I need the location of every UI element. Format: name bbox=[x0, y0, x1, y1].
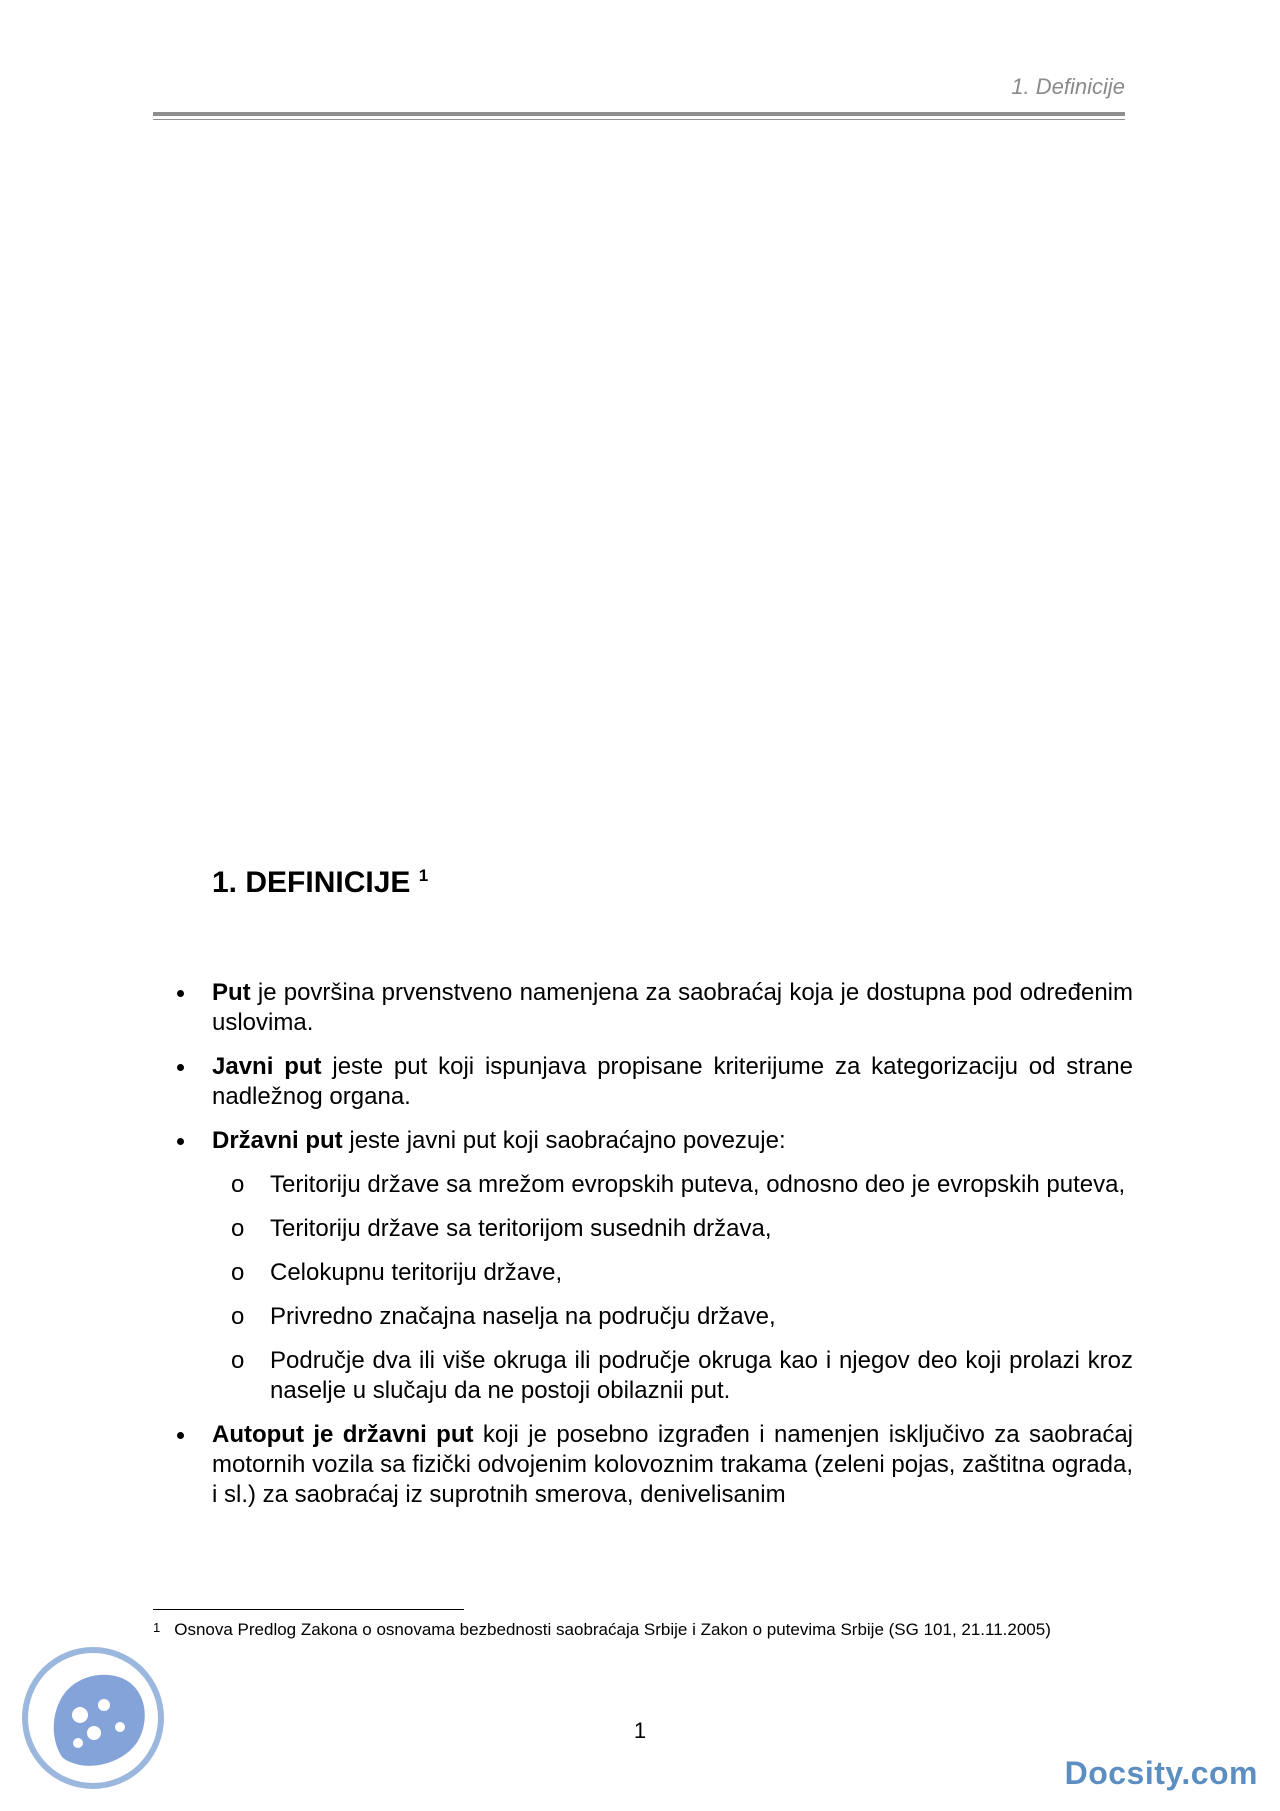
sub-item-text: Teritoriju države sa mrežom evropskih puteva, odnosno deo je evropskih puteva, bbox=[270, 1171, 1126, 1198]
definition-item-autoput bbox=[212, 1420, 1133, 1510]
definition-term: Javni put bbox=[212, 1053, 322, 1080]
docsity-watermark[interactable]: Docsity.com bbox=[1064, 1755, 1258, 1791]
sub-item-marker: o bbox=[231, 1171, 245, 1198]
definition-item-drzavni-put bbox=[212, 1126, 1133, 1406]
section-title-text: 1. DEFINICIJE bbox=[212, 866, 411, 899]
sub-item bbox=[231, 1346, 1133, 1406]
section-title bbox=[212, 865, 428, 901]
footnote-text: Osnova Predlog Zakona o osnovama bezbednosti saobraćaja Srbije i Zakon o putevima Srbije (SG 101, 21.11.2005) bbox=[174, 1620, 1051, 1639]
page-number: 1 bbox=[633, 1718, 647, 1743]
sub-item bbox=[231, 1258, 1133, 1288]
definition-text: je površina prvenstveno namenjena za saobraćaj koja je dostupna pod određenim uslovima. bbox=[212, 979, 1133, 1036]
definition-text: jeste put koji ispunjava propisane kriterijume za kategorizaciju od strane nadležnog organa. bbox=[212, 1053, 1133, 1110]
definition-text: jeste javni put koji saobraćajno povezuje: bbox=[342, 1127, 786, 1154]
sub-item bbox=[231, 1302, 1133, 1332]
sub-item-text: Privredno značajna naselja na području države, bbox=[270, 1303, 776, 1330]
sub-item-text: Teritoriju države sa teritorijom susednih država, bbox=[270, 1215, 772, 1242]
sub-item-marker: o bbox=[231, 1215, 245, 1242]
definition-item-put bbox=[212, 978, 1133, 1038]
sub-item-text: Područje dva ili više okruga ili područje okruga kao i njegov deo koji prolazi kroz naselje u slučaju da ne postoji obilaznii put. bbox=[270, 1347, 1133, 1404]
running-header: 1. Definicije bbox=[1011, 74, 1125, 99]
footnote bbox=[153, 1618, 1093, 1641]
sub-list bbox=[212, 1170, 1133, 1406]
footnote-reference: 1 bbox=[418, 866, 429, 885]
sub-item-marker: o bbox=[231, 1259, 245, 1286]
definition-text: koji je posebno izgrađen i namenjen isključivo za saobraćaj motornih vozila sa fizički odvojenim kolovoznim trakama (zeleni pojas, zaštitna ograda, i sl.) za saobraćaj iz suprotnih smerova, denivelisanim bbox=[212, 1421, 1134, 1508]
sub-item-text: Celokupnu teritoriju države, bbox=[270, 1259, 563, 1286]
footnote-number: 1 bbox=[153, 1620, 161, 1635]
definition-term: Put bbox=[212, 979, 251, 1006]
header-rule bbox=[153, 112, 1125, 120]
sub-item-marker: o bbox=[231, 1303, 245, 1330]
docsity-logo-icon bbox=[22, 1647, 164, 1789]
definition-term: Državni put bbox=[212, 1127, 343, 1154]
footnote-rule bbox=[153, 1609, 464, 1610]
sub-item-marker: o bbox=[231, 1347, 245, 1374]
definition-term: Autoput je državni put bbox=[212, 1421, 474, 1448]
sub-item bbox=[231, 1214, 1133, 1244]
sub-item bbox=[231, 1170, 1133, 1200]
definition-item-javni-put bbox=[212, 1052, 1133, 1112]
definition-list bbox=[212, 978, 1133, 1524]
